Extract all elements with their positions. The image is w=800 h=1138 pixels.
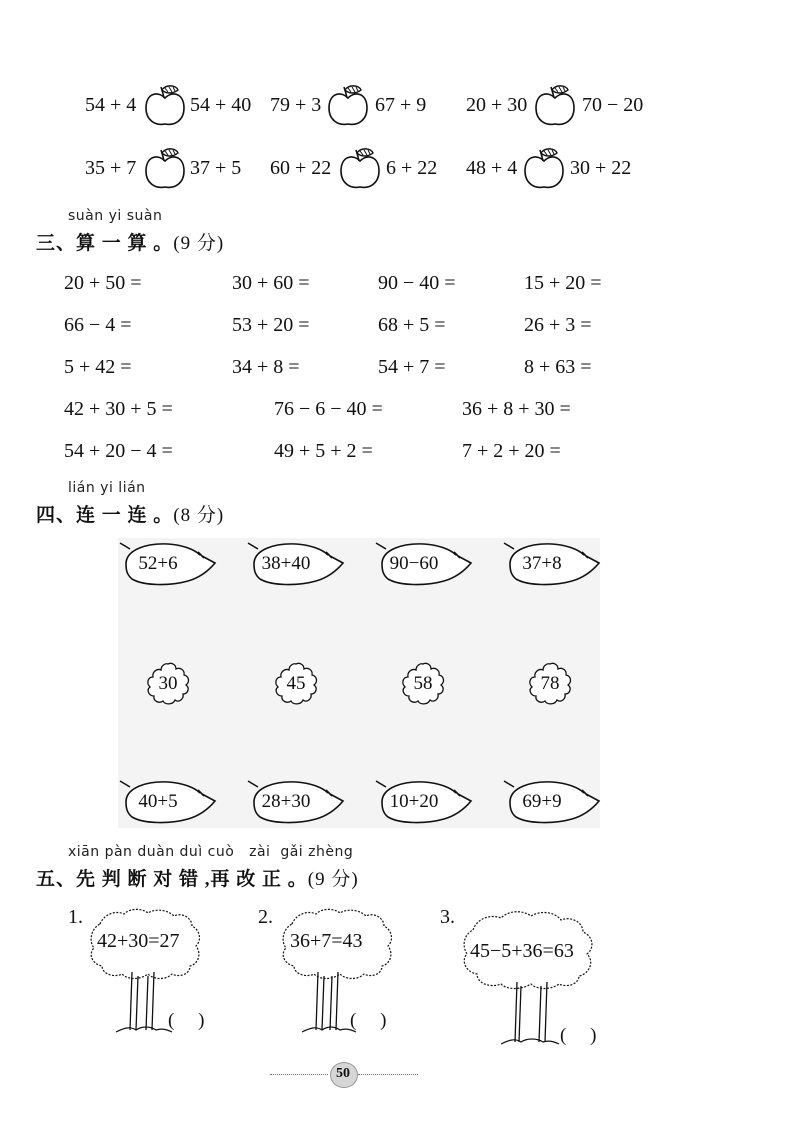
- calc-item: 53 + 20 =: [232, 314, 310, 336]
- compare-right: 67 + 9: [375, 94, 427, 116]
- compare-right: 70 − 20: [582, 94, 644, 116]
- calc-item: 49 + 5 + 2 =: [274, 440, 373, 462]
- calc-item: 36 + 8 + 30 =: [462, 398, 571, 420]
- flower-number: 58: [413, 673, 433, 694]
- tree-equation: 42+30=27: [97, 930, 180, 952]
- tree-equation: 45−5+36=63: [470, 940, 574, 962]
- calc-item: 34 + 8 =: [232, 356, 300, 378]
- leaf-expression: 90−60: [389, 553, 439, 574]
- leaf-expression: 28+30: [261, 791, 311, 812]
- compare-left: 60 + 22: [270, 157, 332, 179]
- flower-number: 45: [286, 673, 306, 694]
- answer-blank[interactable]: ( ): [560, 1025, 597, 1046]
- tree-equation: 36+7=43: [290, 930, 363, 952]
- section4-points: (8 分): [173, 505, 225, 526]
- calc-item: 8 + 63 =: [524, 356, 592, 378]
- apple-icon[interactable]: [326, 84, 370, 128]
- calc-item: 15 + 20 =: [524, 272, 602, 294]
- leaf-expression: 52+6: [138, 553, 178, 574]
- section4-pinyin: lián yi lián: [68, 480, 146, 496]
- footer-divider-right: [358, 1074, 418, 1075]
- leaf-expression: 69+9: [522, 791, 562, 812]
- apple-icon[interactable]: [522, 147, 566, 191]
- compare-right: 37 + 5: [190, 157, 242, 179]
- apple-icon[interactable]: [143, 84, 187, 128]
- compare-right: 54 + 40: [190, 94, 252, 116]
- compare-right: 30 + 22: [570, 157, 632, 179]
- item-number: 1.: [68, 906, 83, 928]
- apple-icon[interactable]: [338, 147, 382, 191]
- section3-title: 三、算 一 算 。: [36, 233, 174, 254]
- leaf-expression: 37+8: [522, 553, 562, 574]
- calc-item: 5 + 42 =: [64, 356, 132, 378]
- compare-left: 79 + 3: [270, 94, 322, 116]
- apple-icon[interactable]: [533, 84, 577, 128]
- section3-pinyin: suàn yi suàn: [68, 208, 163, 224]
- section4-heading: [36, 500, 224, 527]
- compare-left: 48 + 4: [466, 157, 518, 179]
- section5-pinyin: xiān pàn duàn duì cuò zài gǎi zhèng: [68, 844, 354, 860]
- compare-left: 20 + 30: [466, 94, 528, 116]
- leaf-expression: 10+20: [389, 791, 439, 812]
- calc-item: 26 + 3 =: [524, 314, 592, 336]
- calc-item: 30 + 60 =: [232, 272, 310, 294]
- section3-points: (9 分): [173, 233, 225, 254]
- calc-item: 7 + 2 + 20 =: [462, 440, 561, 462]
- flower-number: 30: [158, 673, 178, 694]
- item-number: 2.: [258, 906, 273, 928]
- calc-item: 20 + 50 =: [64, 272, 142, 294]
- section5-title: 五、先 判 断 对 错 ,再 改 正 。: [36, 869, 308, 890]
- calc-item: 42 + 30 + 5 =: [64, 398, 173, 420]
- item-number: 3.: [440, 906, 455, 928]
- apple-icon[interactable]: [143, 147, 187, 191]
- flower-number: 78: [540, 673, 560, 694]
- section5-heading: [36, 864, 359, 891]
- compare-left: 35 + 7: [85, 157, 137, 179]
- calc-item: 90 − 40 =: [378, 272, 456, 294]
- compare-left: 54 + 4: [85, 94, 137, 116]
- compare-right: 6 + 22: [386, 157, 438, 179]
- leaf-expression: 38+40: [261, 553, 311, 574]
- calc-item: 54 + 20 − 4 =: [64, 440, 173, 462]
- leaf-expression: 40+5: [138, 791, 178, 812]
- calc-item: 66 − 4 =: [64, 314, 132, 336]
- answer-blank[interactable]: ( ): [168, 1010, 205, 1031]
- page-number: 50: [336, 1066, 350, 1081]
- calc-item: 68 + 5 =: [378, 314, 446, 336]
- answer-blank[interactable]: ( ): [350, 1010, 387, 1031]
- calc-item: 54 + 7 =: [378, 356, 446, 378]
- section5-points: (9 分): [307, 869, 359, 890]
- section4-title: 四、连 一 连 。: [36, 505, 174, 526]
- footer-divider-left: [270, 1074, 328, 1075]
- section3-heading: [36, 228, 224, 255]
- calc-item: 76 − 6 − 40 =: [274, 398, 383, 420]
